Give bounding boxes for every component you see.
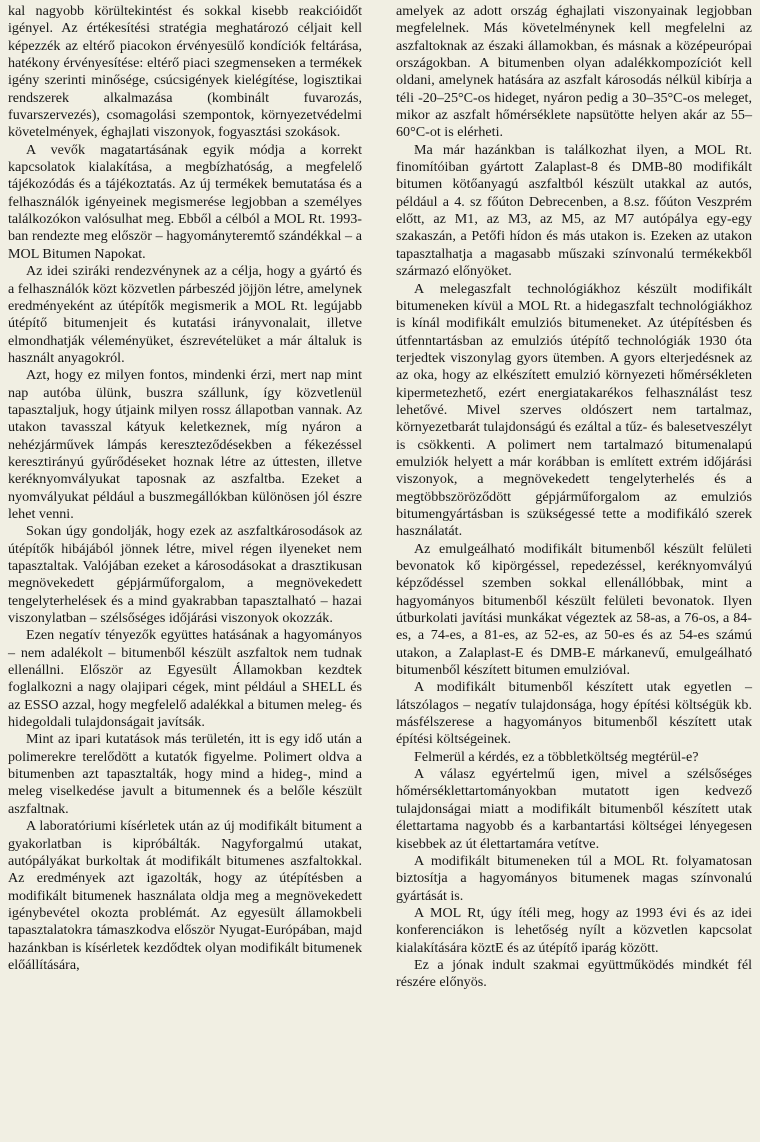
- paragraph: A melegaszfalt technológiákhoz készült modifikált bitumeneken kívül a MOL Rt. a hidegaszfalt technológiákhoz is kínál modifikált emulziós bitumeneket. Az útépítésben és útfenntartásban az emulziós útépítő technológiák 1930 óta terjedtek viszonylag gyors ütemben. A gyors elterjedésnek az az oka, hogy az elkészített emulzió környezeti hőmérsékleten kipermetezhető, ezért energiatakarékos felhasználást tesz lehetővé. Mivel szerves oldószert nem tartalmaz, környezetbarát tulajdonságú és ezáltal a tűz- és balesetveszélyt is csökkenti. A polimert nem tartalmazó bitumenalapú emulziók helyett a már korábban is említett extrém időjárási viszonyok, a megnövekedett tengelyterhelés és a megtöbbszöröződött gépjárműforgalom az emulziós bitumengyártásban is szükségessé tette a modifikáló szerek használatát.: [396, 280, 752, 540]
- left-text-column: [8, 3, 362, 974]
- paragraph: Az idei sziráki rendezvénynek az a célja, hogy a gyártó és a felhasználók közt közvetlen párbeszéd jöjjön létre, amelynek eredményeként az útépítők megismerik a MOL Rt. legújabb útépítő bitumenjeit és kutatási irányvonalait, illetve elmondhatják véleményüket, észrevételüket a már általuk is használt anyagokról.: [8, 263, 362, 366]
- paragraph: A vevők magatartásának egyik módja a korrekt kapcsolatok kialakítása, a megbízhatóság, a megfelelő tájékozódás és a tájékoztatás. Az új termékek bemutatása és a felhasználók igényeinek megismerése legjobban a személyes találkozókon valósulhat meg. Ebből a célból a MOL Rt. 1993-ban rendezte meg először – hagyományteremtő szándékkal – a MOL Bitumen Napokat.: [8, 141, 362, 262]
- paragraph: A MOL Rt, úgy ítéli meg, hogy az 1993 évi és az idei konferenciákon is lehetőség nyílt a közvetlen kapcsolat kialakítására köztE és az útépítő iparág között.: [396, 904, 752, 956]
- paragraph: A modifikált bitumeneken túl a MOL Rt. folyamatosan biztosítja a hagyományos bitumenek magas színvonalú gyártását is.: [396, 852, 752, 904]
- paragraph: A modifikált bitumenből készített utak egyetlen – látszólagos – negatív tulajdonsága, hogy építési költségük kb. másfélszerese a hagyományos bitumenből készített utak építési költségeinek.: [396, 679, 752, 748]
- paragraph: Ma már hazánkban is találkozhat ilyen, a MOL Rt. finomítóiban gyártott Zalaplast-8 és DMB-80 modifikált bitumen kötőanyagú aszfaltból készült utakkal az autós, például a 4. sz főúton Debrecenben, a 8.sz. főúton Veszprém előtt, az M1, az M3, az M5, az M7 autópálya egy-egy szakaszán, a Petőfi hídon és más utakon is. Ezeken az utakon tapasztalhatja a magasabb műszaki színvonalú termékekből származó előnyöket.: [396, 141, 752, 280]
- paragraph: Mint az ipari kutatások más területén, itt is egy idő után a polimerekre terelődött a kutatók figyelme. Polimert oldva a bitumenben azt tapasztalták, hogy mind a hideg-, mind a meleg viselkedése javult a bitumennek és a belőle készült aszfaltnak.: [8, 731, 362, 817]
- paragraph: A válasz egyértelmű igen, mivel a szélsőséges hőmérséklettartományokban mutatott igen kedvező tulajdonságai miatt a modifikált bitumenből készített utak élettartama nagyobb és a karbantartási költségei lényegesen kisebbek az út élettartamára vetítve.: [396, 766, 752, 852]
- paragraph: Az emulgeálható modifikált bitumenből készült felületi bevonatok kő kipörgéssel, repedezéssel, keréknyomvályú képződéssel szemben sokkal ellenállóbbak, mint a hagyományos bitumenből készült felületi bevonatok. Ilyen útburkolati javítási munkákat végeztek az 58-as, a 76-os, a 84-es, a 74-es, a 81-es, az 52-es, az 50-es és az 54-es számú utakon, a Zalaplast-E és DMB-E márkanevű, emulgeálható bitumenből készített bitumen emulzióval.: [396, 540, 752, 679]
- paragraph: A laboratóriumi kísérletek után az új modifikált bitument a gyakorlatban is kipróbálták. Nagyforgalmú utakat, autópályákat burkoltak át modifikált bitumenes aszfaltokkal. Az eredmények azt igazolták, hogy az útépítésben a modifikált bitumenek használata oldja meg a megnövekedett igénybevétel okozta problémát. Az egyesült államokbeli tapasztalatokra támaszkodva először Nyugat-Európában, majd hazánkban is kísérletek kezdődtek olyan modifikált bitumenek előállítására,: [8, 818, 362, 973]
- paragraph: Azt, hogy ez milyen fontos, mindenki érzi, mert nap mint nap autóba ülünk, buszra szállunk, így közvetlenül tapasztaljuk, hogy útjaink milyen rossz állapotban vannak. Az utakon tavasszal kátyuk keletkeznek, míg nyáron a nehézjárművek lámpás kereszteződésekben a fékezéssel keresztirányú gyűrődéseket hoznak létre az úttesten, illetve keréknyomvályukat taposnak az aszfaltba. Ezeket a nyomvályukat például a buszmegállókban különösen jól észre lehet venni.: [8, 367, 362, 522]
- paragraph: amelyek az adott ország éghajlati viszonyainak legjobban megfelelnek. Más követelménynek kell megfelelni az aszfaltoknak az északi államokban, és másnak a középeurópai országokban. A bitumenben olyan adalékkompozíciót kell oldani, amelynek hatására az aszfalt károsodás nélkül kibírja a téli -20–25°C-os hideget, nyáron pedig a 30–35°C-os meleget, mikor az aszfalt hőmérséklete napsütötte helyen akár az 55–60°C-ot is elérheti.: [396, 3, 752, 141]
- paragraph: Ez a jónak indult szakmai együttműködés mindkét fél részére előnyös.: [396, 956, 752, 991]
- right-text-column: [396, 3, 752, 992]
- paragraph: Ezen negatív tényezők együttes hatásának a hagyományos – nem adalékolt – bitumenből készült aszfaltok nem tudnak ellenállni. Először az Egyesült Államokban kezdtek foglalkozni a nagy olajipari cégek, mint például a SHELL és az ESSO azzal, hogy megfelelő adalékkal a bitumen meleg- és hidegoldali tulajdonságait javítsák.: [8, 627, 362, 731]
- paragraph: Felmerül a kérdés, ez a többletköltség megtérül-e?: [414, 748, 699, 765]
- paragraph: kal nagyobb körültekintést és sokkal kisebb reakcióidőt igényel. Az értékesítési stratégia meghatározó céljait kell képezzék az eltérő piacokon érvényesülő kondíciók feltárása, hatékony érvényesítése: eltérő piaci szegmenseken a termékek igény szerinti minősége, csúcsigények kielégítése, logisztikai rendszerek alkalmazása (kombinált fuvarozás, fuvarszervezés), csomagolási szempontok, környezetvédelmi követelmények, éghajlati viszonyok, fogyasztási szokások.: [8, 3, 362, 141]
- paragraph: Sokan úgy gondolják, hogy ezek az aszfaltkárosodások az útépítők hibájából jönnek létre, mivel régen ilyeneket nem tapasztaltak. Valójában ezeket a károsodásokat a drasztikusan megnövekedett gépjárműforgalom, a megnövekedett tengelyterhelések és a mind gyakrabban tapasztalható – hazai viszonylatban – szélsőséges időjárási viszonyok okozzák.: [8, 523, 362, 627]
